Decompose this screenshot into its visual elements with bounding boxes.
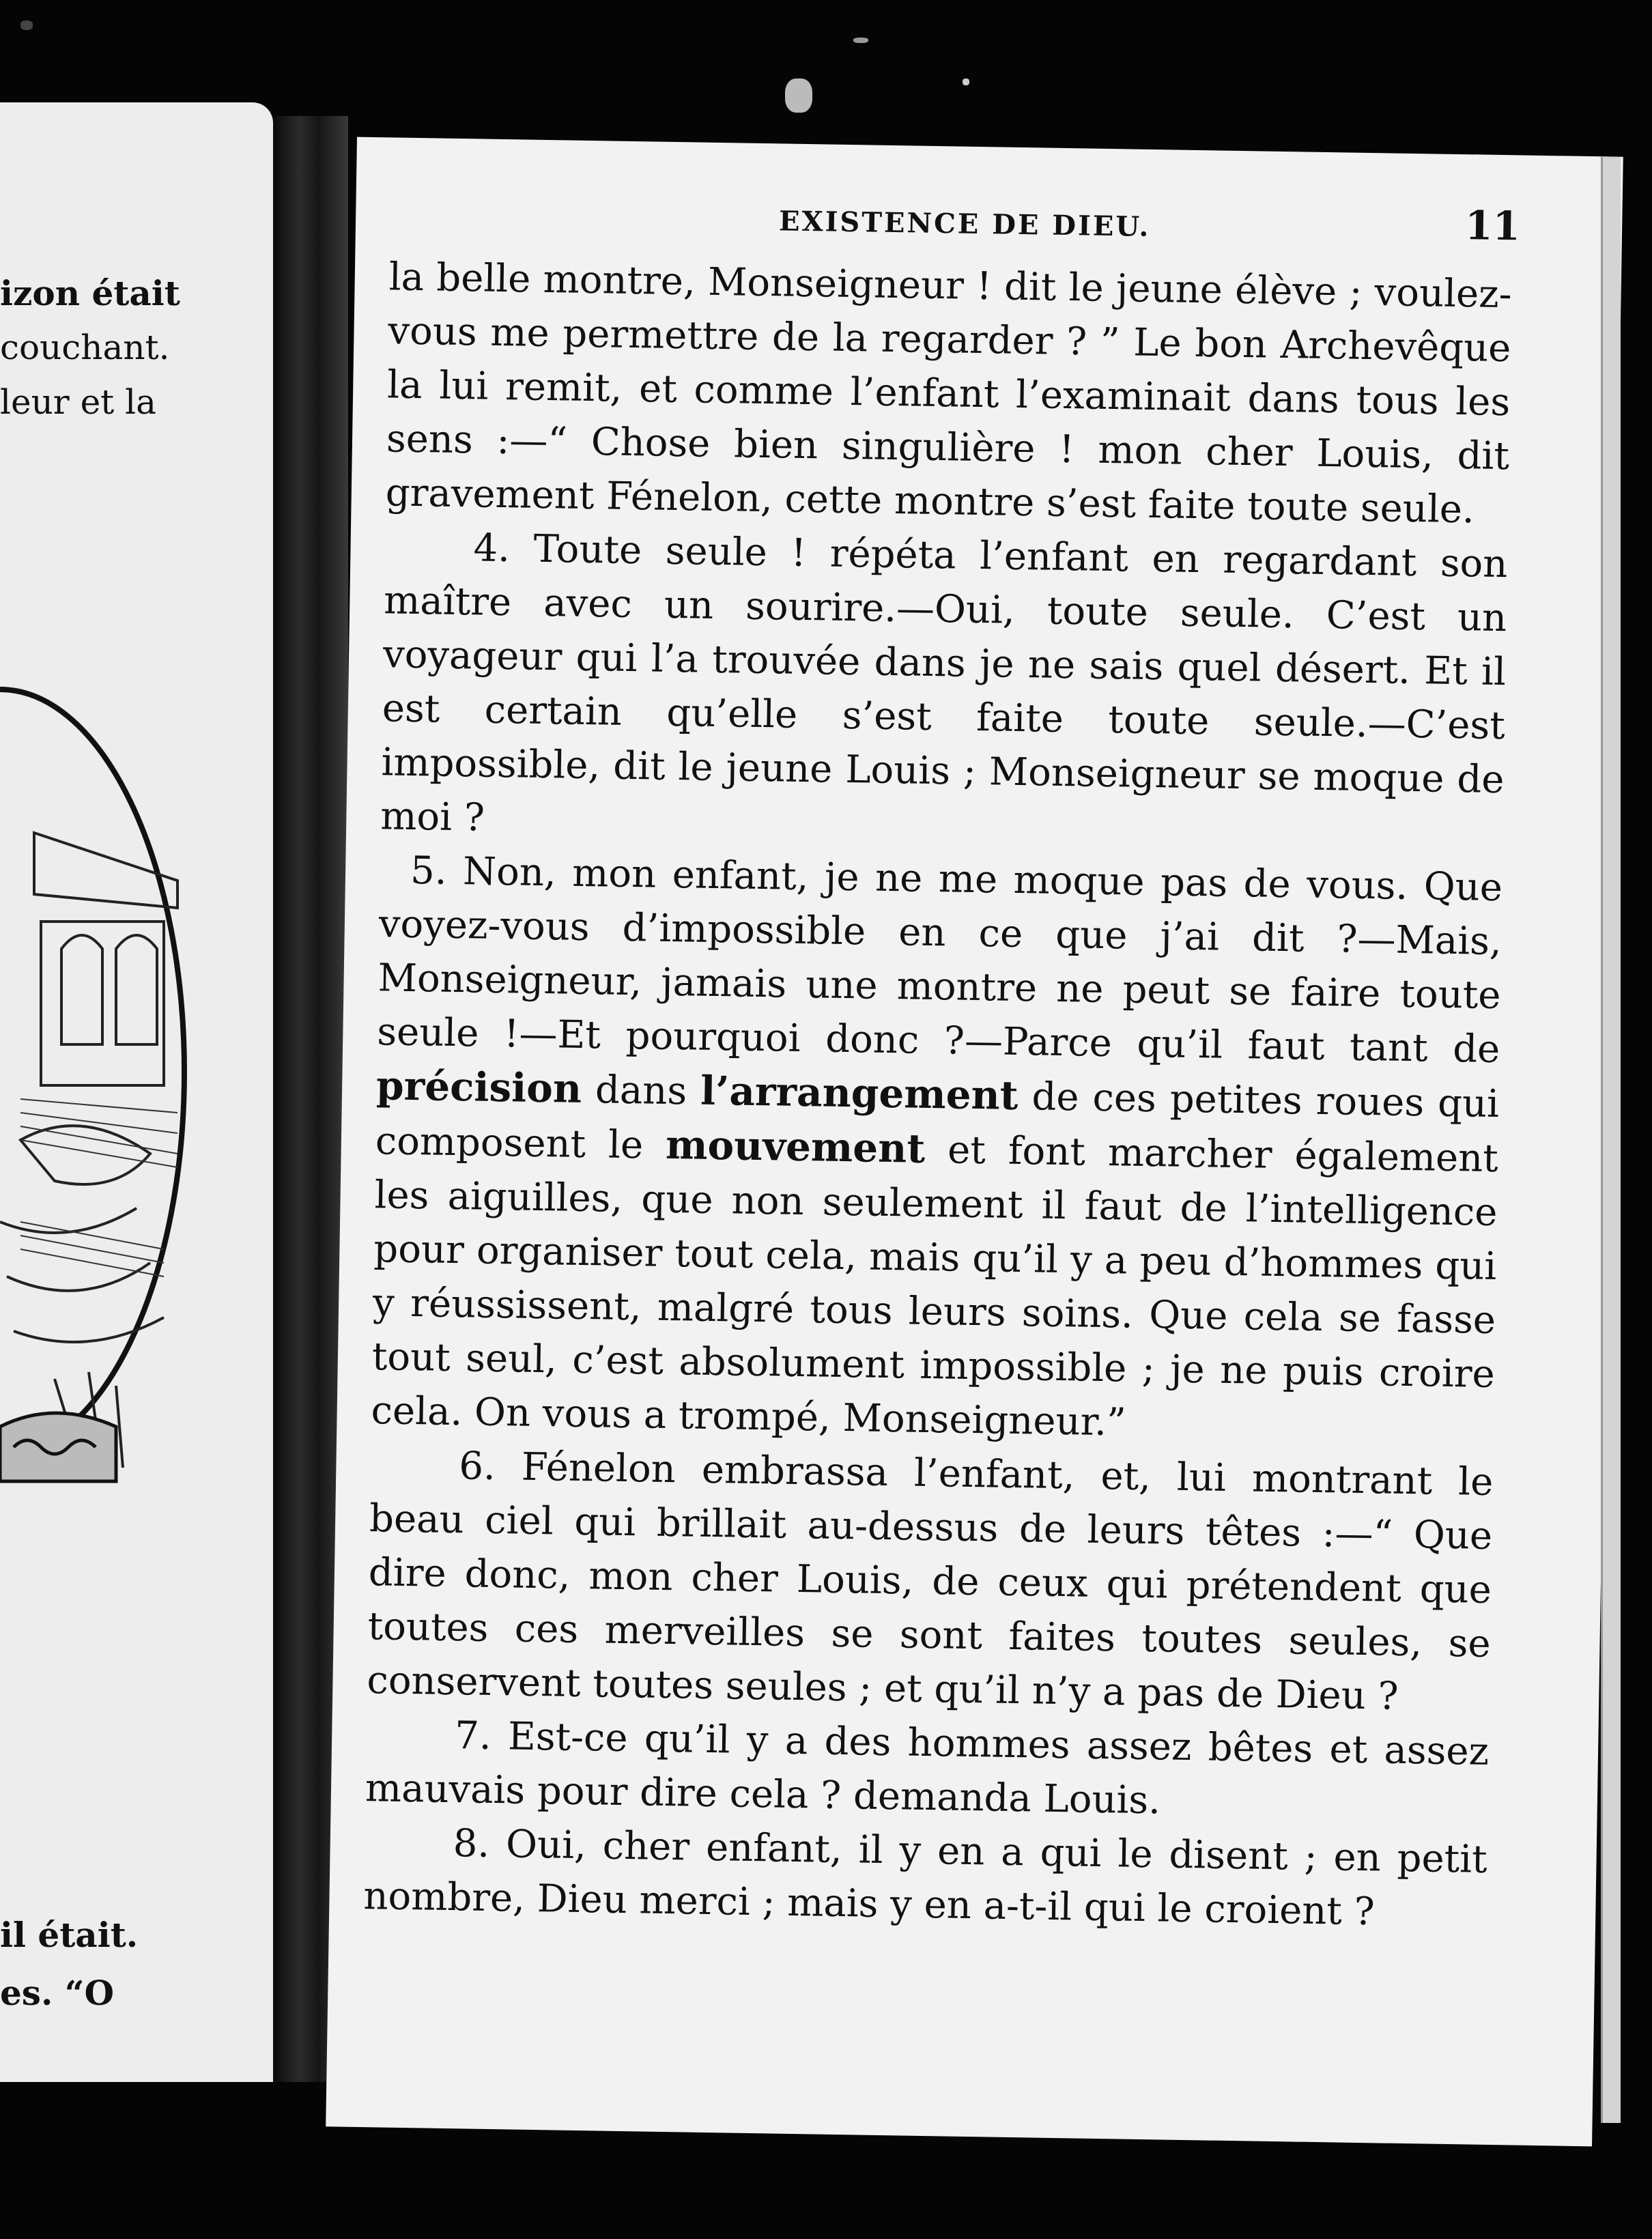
paragraph bbox=[363, 1815, 1487, 1941]
paragraph-text: 4. Toute seule ! répéta l’enfant en regardant son maître avec un sourire.—Oui, toute seule. C’est un voyageur qui l’a trouvée dans je ne sais quel désert. Et il est certain qu’elle s’est faite toute seule.—C’est impossible, dit le jeune Louis ; Monseigneur se moque de moi ? bbox=[380, 526, 1508, 840]
paragraph bbox=[385, 250, 1512, 537]
paragraph bbox=[371, 843, 1503, 1455]
left-page-line: couchant. bbox=[0, 328, 170, 367]
paragraph-text: 8. Oui, cher enfant, il y en a qui le disent ; en petit nombre, Dieu merci ; mais y en a-t-il qui le croient ? bbox=[363, 1821, 1488, 1935]
running-head: EXISTENCE DE DIEU. bbox=[778, 205, 1151, 243]
scan-artifact bbox=[20, 20, 33, 30]
left-page-line: izon était bbox=[0, 273, 180, 313]
page-edge bbox=[1601, 157, 1621, 2123]
paragraph-text: 6. Fénelon embrassa l’enfant, et, lui montrant le beau ciel qui brillait au-dessus de leurs têtes :—“ Que dire donc, mon cher Louis, de ceux qui prétendent que toutes ces merveilles se sont faites toutes seules, se conservent toutes seules ; et qu’il n’y a pas de Dieu ? bbox=[366, 1444, 1494, 1719]
paragraph-text: 5. Non, mon enfant, je ne me moque pas de vous. Que voyez-vous d’impossible en ce que j’ai dit ?—Mais, Monseigneur, jamais une montre ne peut se faire toute seule !—Et pourquoi donc ?—Parce qu’il faut tant de bbox=[376, 848, 1503, 1072]
paragraph-text: de ces petites roues qui composent le bbox=[375, 1074, 1500, 1168]
paragraph-text: 7. Est-ce qu’il y a des hommes assez bêtes et assez mauvais pour dire cela ? demanda Louis. bbox=[365, 1713, 1490, 1823]
body-text bbox=[363, 250, 1512, 1941]
page-number: 11 bbox=[1464, 202, 1521, 250]
paragraph bbox=[367, 1438, 1494, 1725]
bold-term: l’arrangement bbox=[700, 1067, 1019, 1119]
paragraph-text: dans bbox=[581, 1067, 701, 1114]
scan-artifact bbox=[853, 38, 868, 43]
paragraph-text: et font marcher également les aiguilles, que non seulement il faut de l’intelligence pour organiser tout cela, mais qu’il y a peu d’hommes qui y réussissent, malgré tous leurs soins. Que cela se fasse tout seul, c’est absolument impossible ; je ne puis croire cela. On vous a trompé, Monseigneur.” bbox=[371, 1127, 1499, 1445]
scan-artifact bbox=[785, 79, 812, 113]
left-page-line: es. “O bbox=[0, 1973, 115, 2013]
paragraph bbox=[380, 519, 1508, 861]
right-page bbox=[326, 137, 1623, 2147]
paragraph bbox=[365, 1707, 1489, 1833]
paragraph-text: la belle montre, Monseigneur ! dit le jeune élève ; voulez-vous me permettre de la regarder ? ” Le bon Archevêque la lui remit, et comme l’enfant l’examinait dans tous les sens :—“ Chose bien singulière ! mon cher Louis, dit gravement Fénelon, cette montre s’est faite toute seule. bbox=[385, 255, 1513, 532]
engraving-illustration bbox=[0, 662, 205, 1495]
left-page-fragment bbox=[0, 102, 273, 2082]
bold-term: mouvement bbox=[665, 1121, 926, 1172]
scan-artifact bbox=[963, 79, 969, 85]
left-page-line: leur et la bbox=[0, 382, 156, 422]
left-page-line: il était. bbox=[0, 1915, 139, 1955]
bold-term: précision bbox=[375, 1062, 582, 1112]
